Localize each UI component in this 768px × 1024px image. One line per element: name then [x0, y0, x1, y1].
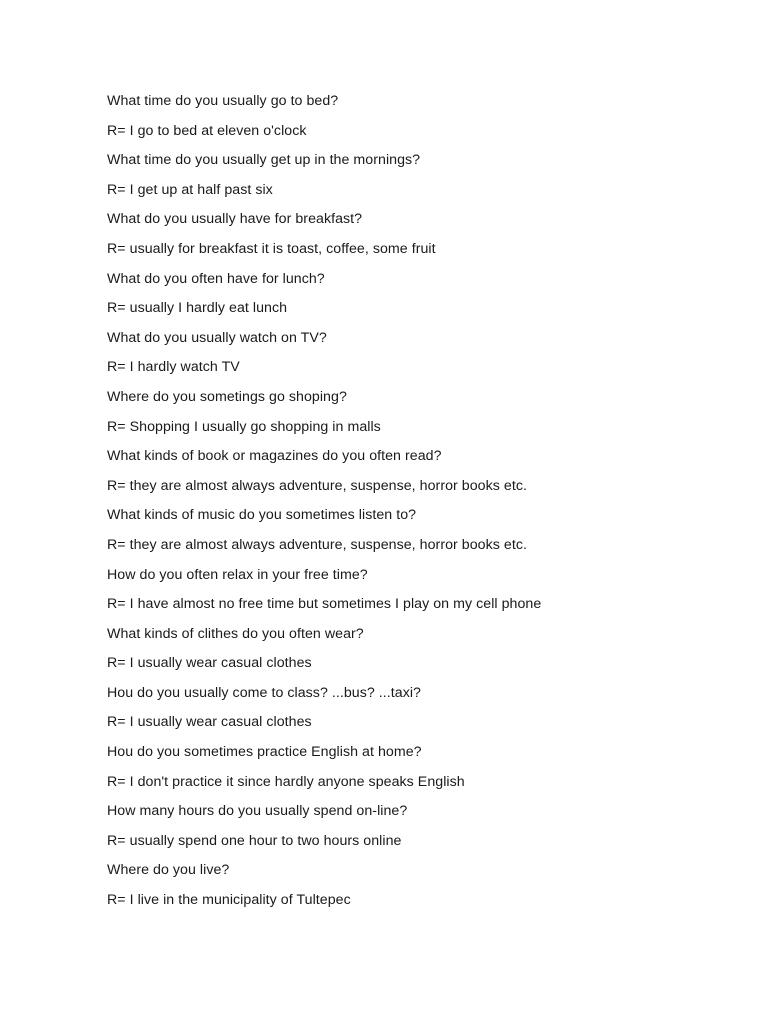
question-line: Where do you live? — [107, 862, 230, 879]
question-line: What kinds of music do you sometimes listen to? — [107, 507, 417, 524]
answer-line: R= I go to bed at eleven o'clock — [107, 122, 307, 139]
answer-line: R= I get up at half past six — [107, 181, 273, 198]
answer-line: R= I have almost no free time but sometimes I play on my cell phone — [107, 596, 542, 613]
answer-line: R= usually spend one hour to two hours online — [107, 832, 402, 849]
answer-line: R= Shopping I usually go shopping in malls — [107, 418, 381, 435]
question-answer-list — [107, 89, 541, 918]
answer-line: R= usually I hardly eat lunch — [107, 300, 288, 317]
question-line: What kinds of book or magazines do you often read? — [107, 448, 442, 465]
question-line: What do you often have for lunch? — [107, 270, 325, 287]
question-line: Where do you sometings go shoping? — [107, 388, 347, 405]
answer-line: R= I usually wear casual clothes — [107, 655, 312, 672]
answer-line: R= I don't practice it since hardly anyone speaks English — [107, 773, 465, 790]
question-line: How do you often relax in your free time? — [107, 566, 368, 583]
answer-line: R= they are almost always adventure, suspense, horror books etc. — [107, 477, 527, 494]
question-line: Hou do you usually come to class? ...bus? ...taxi? — [107, 684, 422, 701]
question-line: What do you usually watch on TV? — [107, 329, 327, 346]
answer-line: R= they are almost always adventure, suspense, horror books etc. — [107, 536, 527, 553]
answer-line: R= I usually wear casual clothes — [107, 714, 312, 731]
question-line: What time do you usually go to bed? — [107, 93, 339, 109]
answer-line: R= I live in the municipality of Tultepec — [107, 892, 351, 909]
question-line: What time do you usually get up in the mornings? — [107, 152, 421, 169]
question-line: Hou do you sometimes practice English at home? — [107, 744, 422, 761]
question-line: What do you usually have for breakfast? — [107, 211, 363, 228]
question-line: How many hours do you usually spend on-line? — [107, 803, 408, 820]
question-line: What kinds of clithes do you often wear? — [107, 625, 364, 642]
answer-line: R= I hardly watch TV — [107, 359, 240, 376]
answer-line: R= usually for breakfast it is toast, coffee, some fruit — [107, 240, 436, 257]
